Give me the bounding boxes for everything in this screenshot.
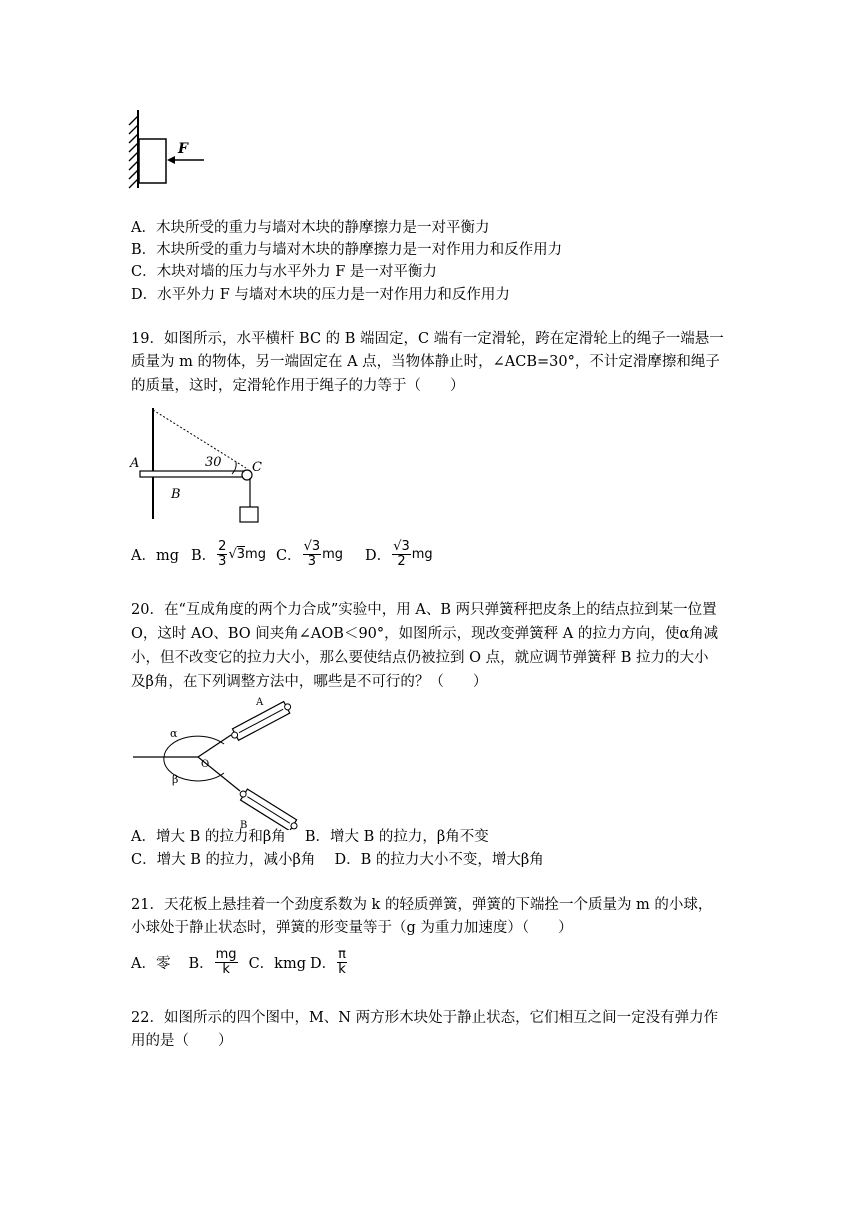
q20-figure [128, 695, 308, 830]
q22-stem-line-2: 用的是（ ） [131, 1033, 233, 1049]
q19-label-angle: 30 [205, 455, 222, 470]
q21-stem-line-2: 小球处于静止状态时，弹簧的形变量等于（g 为重力加速度）（ ） [131, 920, 573, 936]
q19-stem-line-3: 的质量，这时，定滑轮作用于绳子的力等于（ ） [131, 378, 465, 394]
q22-stem-line-1: 22．如图所示的四个图中，M、N 两方形木块处于静止状态，它们相互之间一定没有弹力作 [131, 1010, 719, 1026]
q18-label-f: F [178, 141, 188, 157]
q20-option-row-2: C．增大 B 的拉力，减小β角 D．B 的拉力大小不变，增大β角 [131, 852, 544, 868]
q20-label-beta: β [172, 773, 179, 786]
q20-label-alpha: α [170, 727, 178, 740]
q19-stem-line-2: 质量为 m 的物体，另一端固定在 A 点，当物体静止时，∠ACB=30°，不计定滑摩擦和绳子 [131, 354, 720, 370]
q21-option-d-fraction: $\frac{\pi}{k}$ [338, 946, 346, 977]
q20-stem-line-4: 及β角，在下列调整方法中，哪些是不可行的？（ ） [131, 674, 488, 690]
q18-option-a: A．木块所受的重力与墙对木块的静摩擦力是一对平衡力 [131, 220, 490, 236]
q18-option-c: C．木块对墙的压力与水平外力 F 是一对平衡力 [131, 264, 437, 280]
q19-option-d-fraction: $\frac{√3}{2}$ [393, 538, 410, 569]
q19-label-a: A [130, 456, 140, 471]
q20-label-a: A [256, 697, 264, 708]
q18-option-b: B．木块所受的重力与墙对木块的静摩擦力是一对作用力和反作用力 [131, 242, 563, 258]
q19-figure [128, 404, 268, 526]
q21-option-b-fraction: $\frac{mg}{k}$ [215, 946, 237, 977]
q21-option-a: A．零 [131, 955, 171, 972]
q19-options [131, 534, 433, 574]
q19-stem-line-1: 19．如图所示，水平横杆 BC 的 B 端固定，C 端有一定滑轮，跨在定滑轮上的绳子一端悬一 [131, 331, 724, 347]
q18-figure [118, 106, 218, 191]
q19-option-d-prefix: D． [365, 547, 392, 564]
q19-option-b-unit: mg [245, 546, 266, 562]
q19-option-c-prefix: C． [275, 547, 302, 564]
q20-option-row-1: A．增大 B 的拉力和β角 B．增大 B 的拉力，β角不变 [131, 829, 489, 845]
q19-option-d-unit: mg [411, 546, 433, 562]
q21-option-d-prefix: D． [309, 955, 337, 972]
q19-label-c: C [252, 460, 262, 475]
q19-option-b-root: √3 [228, 546, 246, 562]
q19-option-c-fraction: $\frac{√3}{3}$ [303, 538, 321, 569]
q19-label-b: B [171, 487, 181, 502]
q19-option-a: A．mg [131, 547, 180, 564]
q18-option-d: D．水平外力 F 与墙对木块的压力是一对作用力和反作用力 [131, 287, 510, 303]
q21-stem-line-1: 21．天花板上悬挂着一个劲度系数为 k 的轻质弹簧，弹簧的下端拴一个质量为 m 的小球， [131, 897, 713, 913]
q19-option-c-unit: mg [322, 546, 344, 562]
q21-option-b-prefix: B． [188, 955, 214, 972]
q19-option-b-fraction: $\frac{2}{3}$ [218, 538, 227, 569]
q20-stem-line-2: O，这时 AO、BO 间夹角∠AOB＜90°，如图所示，现改变弹簧秤 A 的拉力方向，使α角减 [131, 626, 719, 642]
q20-stem-line-3: 小，但不改变它的拉力大小，那么要使结点仍被拉到 O 点，就应调节弹簧秤 B 拉力的大小 [131, 650, 709, 666]
q20-label-o: O [201, 759, 210, 770]
q20-label-b: B [240, 820, 248, 830]
q19-option-b-prefix: B． [191, 547, 217, 564]
q21-option-c: C．kmg [248, 955, 306, 972]
q20-stem-line-1: 20．在“互成角度的两个力合成”实验中，用 A、B 两只弹簧秤把皮条上的结点拉到某一位置 [131, 602, 717, 618]
q21-options [131, 942, 348, 982]
